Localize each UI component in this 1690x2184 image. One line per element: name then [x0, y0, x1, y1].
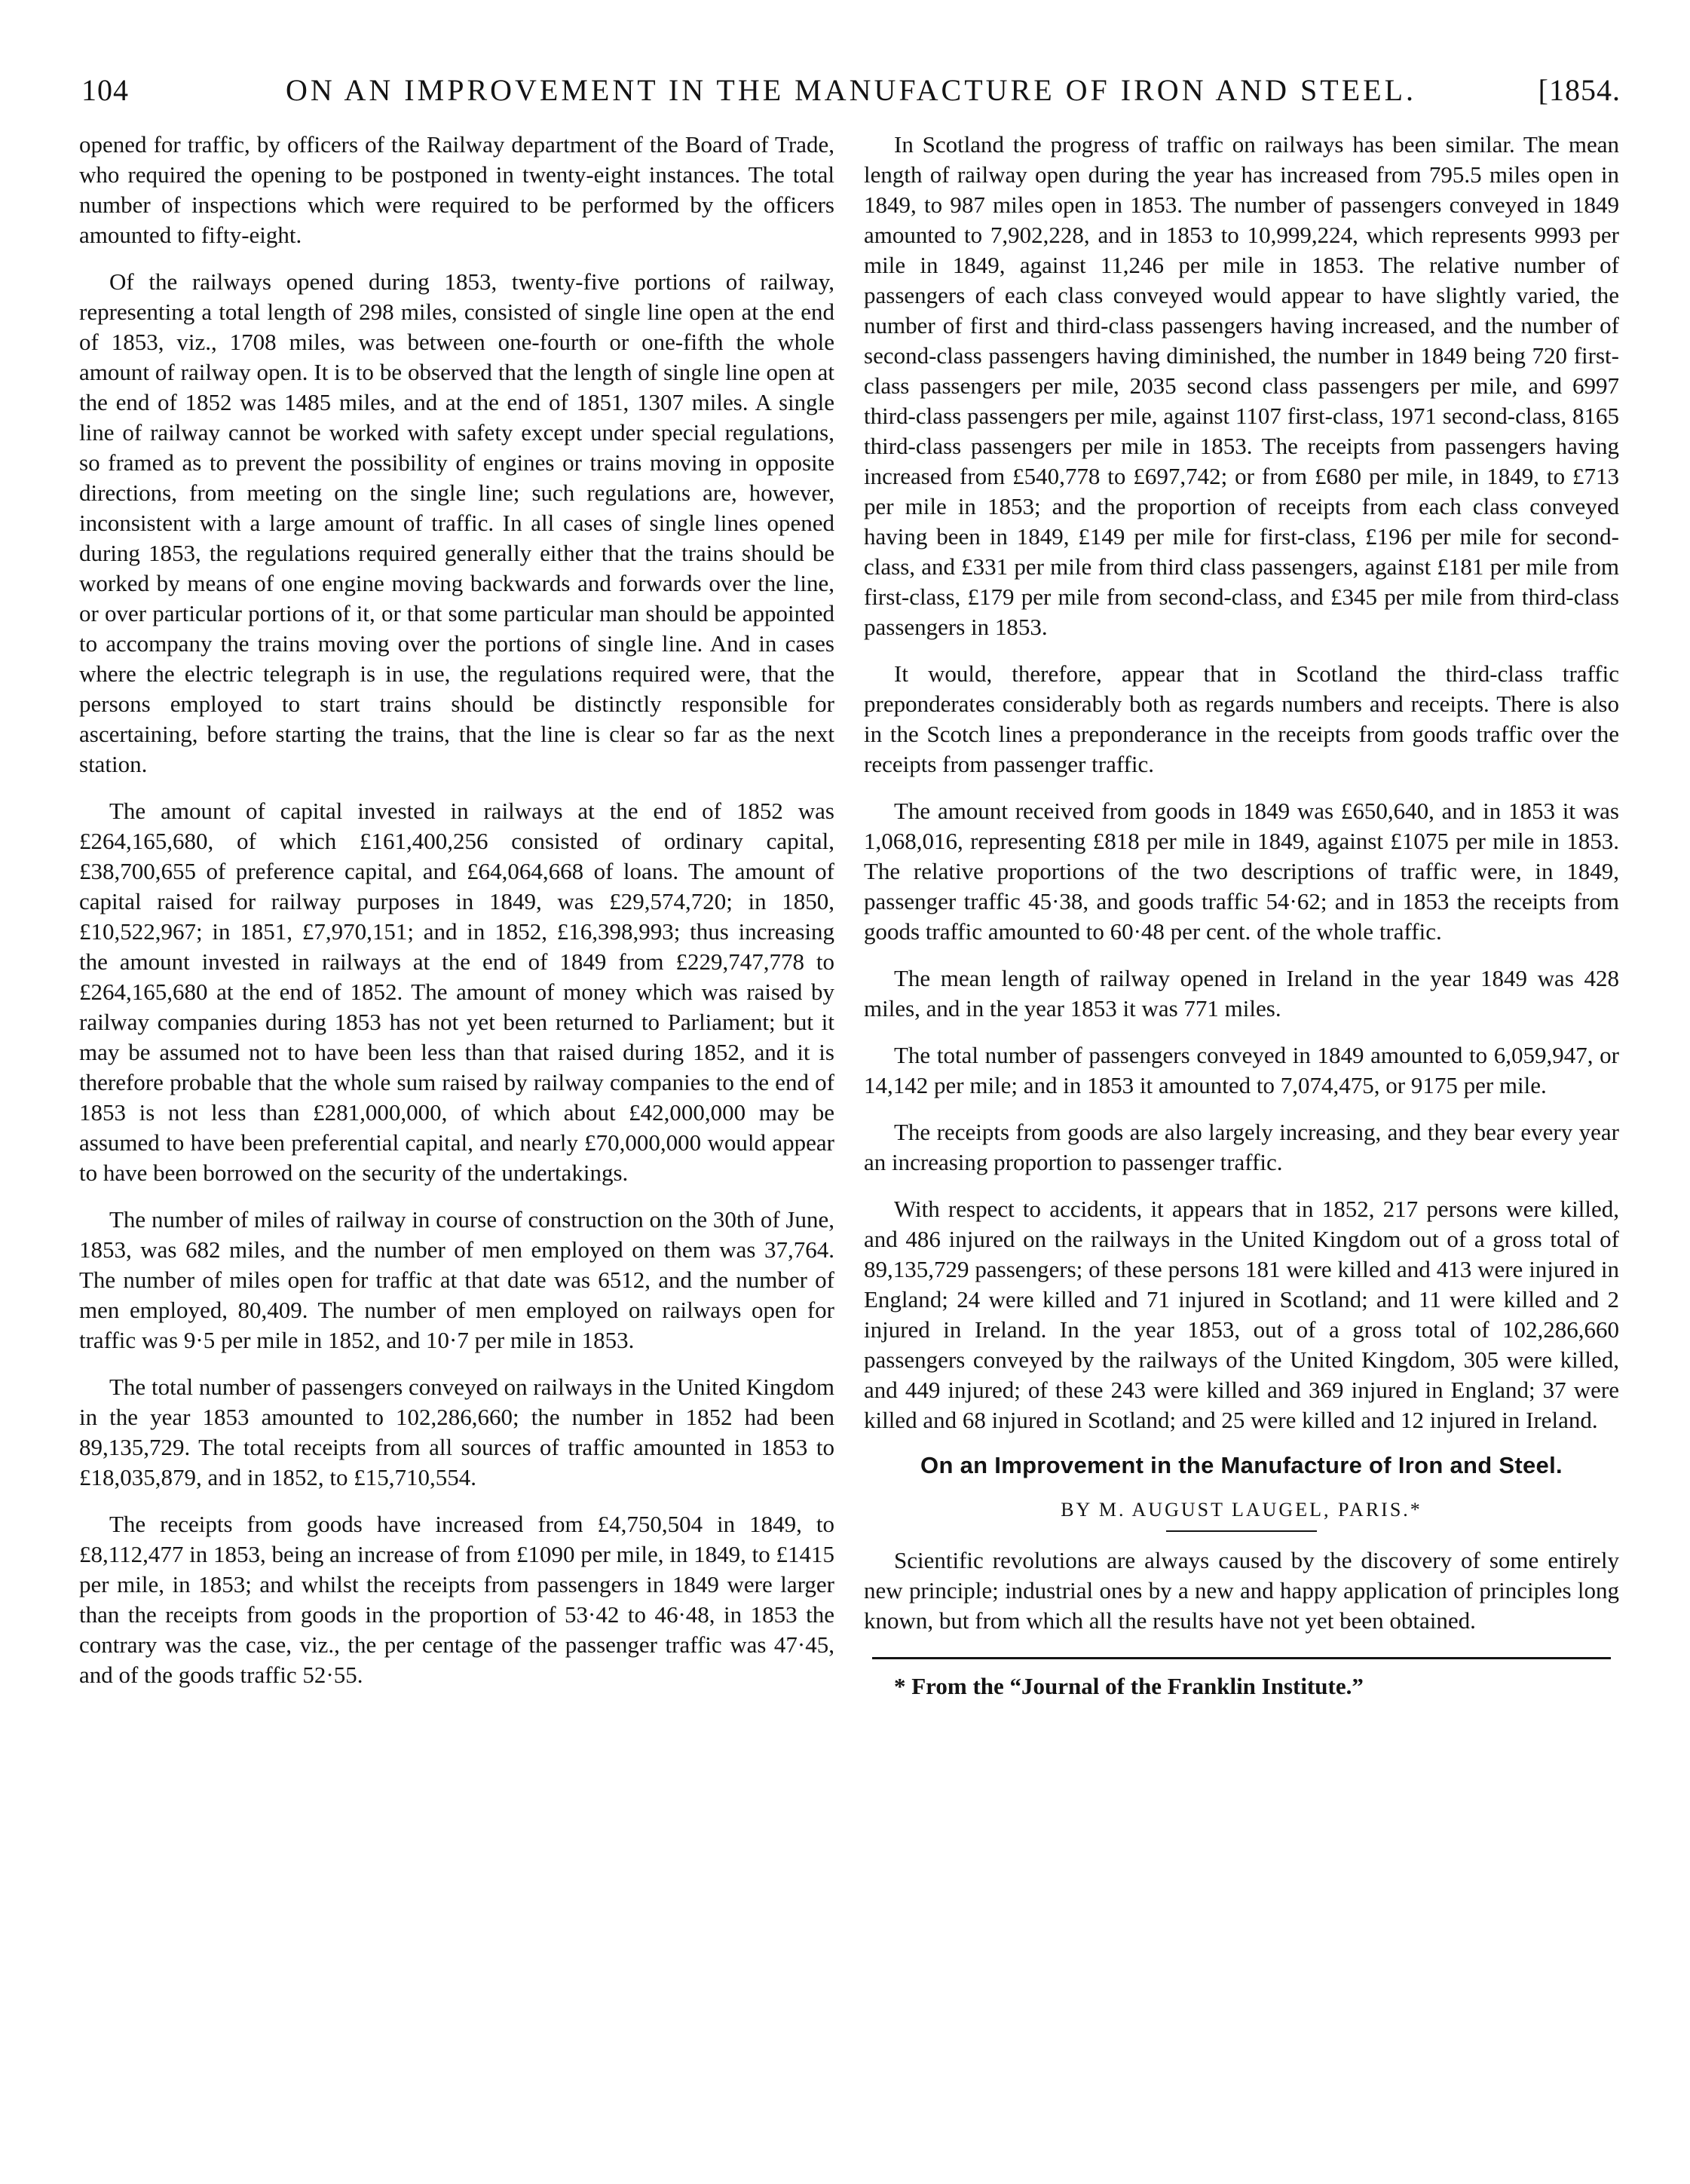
paragraph: The mean length of railway opened in Ireland in the year 1849 was 428 miles, and in the year 1853 it was 771 miles. — [864, 965, 1619, 1022]
paragraph: The receipts from goods have increased from £4,750,504 in 1849, to £8,112,477 in 1853, being an increase of from £1090 per mile, in 1849, to £1415 per mile, in 1853; and whilst the receipts from passengers in 1849 were larger than the receipts from goods in the proportion of 53·42 to 46·48, in 1853 the contrary was the case, viz., the per centage of the passenger traffic was 47·45, and of the goods traffic 52·55. — [79, 1511, 834, 1688]
left-column — [79, 130, 834, 2158]
paragraph: The total number of passengers conveyed in 1849 amounted to 6,059,947, or 14,142 per mile; and in 1853 it amounted to 7,074,475, or 9175 per mile. — [864, 1042, 1619, 1098]
paragraph: The total number of passengers conveyed on railways in the United Kingdom in the year 1853 amounted to 102,286,660; the number in 1852 had been 89,135,729. The total receipts from all sources of traffic amounted in 1853 to £18,035,879, and in 1852, to £15,710,554. — [79, 1374, 834, 1490]
paragraph: The receipts from goods are also largely increasing, and they bear every year an increasing proportion to passenger traffic. — [864, 1119, 1619, 1175]
footnote: * From the “Journal of the Franklin Institute.” — [894, 1673, 1364, 1699]
paragraph: In Scotland the progress of traffic on railways has been similar. The mean length of railway open during the year has increased from 795.5 miles open in 1849, to 987 miles open in 1853. The number of passengers conveyed in 1849 amounted to 7,902,228, and in 1853 to 10,999,224, which represents 9993 per mile in 1849, against 11,246 per mile in 1853. The relative number of passengers of each class conveyed would appear to have slightly varied, the number of first and third-class passengers having increased, and the number of second-class passengers having diminished, the number in 1849 being 720 first-class passengers per mile, 2035 second class passengers per mile, and 6997 third-class passengers per mile, against 1107 first-class, 1971 second-class, 8165 third-class passengers per mile in 1853. The receipts from passengers having increased from £540,778 to £697,742; or from £680 per mile, in 1849, to £713 per mile in 1853; and the proportion of receipts from each class conveyed having been in 1849, £149 per mile for first-class, £196 per mile for second-class, and £331 per mile from third class passengers, against £181 per mile from first-class, £179 per mile from second-class, and £345 per mile from third-class passengers in 1853. — [864, 131, 1619, 640]
running-header — [81, 72, 1621, 118]
running-title: ON AN IMPROVEMENT IN THE MANUFACTURE OF IRON AND STEEL. — [285, 73, 1417, 107]
article-byline: BY M. AUGUST LAUGEL, PARIS.* — [1061, 1499, 1422, 1521]
paragraph: opened for traffic, by officers of the Railway department of the Board of Trade, who required the opening to be postponed in twenty-eight instances. The total number of inspections which were required to be performed by the officers amounted to fifty-eight. — [79, 131, 834, 248]
page-number: 104 — [81, 73, 129, 107]
right-column — [864, 130, 1619, 2158]
paragraph: Of the railways opened during 1853, twenty-five portions of railway, representing a total length of 298 miles, consisted of single line open at the end of 1853, viz., 1708 miles, was between one-fourth or one-fifth the whole amount of railway open. It is to be observed that the length of single line open at the end of 1852 was 1485 miles, and at the end of 1851, 1307 miles. A single line of railway cannot be worked with safety except under special regulations, so framed as to prevent the possibility of engines or trains moving in opposite directions, from meeting on the single line; such regulations are, however, inconsistent with a large amount of traffic. In all cases of single lines opened during 1853, the regulations required generally either that the trains should be worked by means of one engine moving backwards and forwards over the line, or over particular portions of it, or that some particular man should be appointed to accompany the trains moving over the portions of single line. And in cases where the electric telegraph is in use, the regulations required were, that the persons employed to start trains should be distinctly responsible for ascertaining, before starting the trains, that the line is clear so far as the next station. — [79, 268, 834, 777]
paragraph: The amount received from goods in 1849 was £650,640, and in 1853 it was 1,068,016, representing £818 per mile in 1849, against £1075 per mile in 1853. The relative proportions of the two descriptions of traffic were, in 1849, passenger traffic 45·38, and goods traffic 54·62; and in 1853 the receipts from goods traffic amounted to 60·48 per cent. of the whole traffic. — [864, 798, 1619, 945]
paragraph: The number of miles of railway in course of construction on the 30th of June, 1853, was 682 miles, and the number of men employed on them was 37,764. The number of miles open for traffic at that date was 6512, and the number of men employed, 80,409. The number of men employed on railways open for traffic was 9·5 per mile in 1852, and 10·7 per mile in 1853. — [79, 1206, 834, 1353]
byline-divider — [1166, 1530, 1317, 1532]
article-paragraph: Scientific revolutions are always caused by the discovery of some entirely new principle; industrial ones by a new and happy application of principles long known, but from which all the results have not yet been obtained. — [864, 1547, 1619, 1634]
paragraph: With respect to accidents, it appears that in 1852, 217 persons were killed, and 486 injured on the railways in the United Kingdom out of a gross total of 89,135,729 passengers; of these persons 181 were killed and 413 were injured in England; 24 were killed and 71 injured in Scotland; and 11 were killed and 2 injured in Ireland. In the year 1853, out of a gross total of 102,286,660 passengers conveyed by the railways of the United Kingdom, 305 were killed, and 449 injured; of these 243 were killed and 369 injured in England; 37 were killed and 68 injured in Scotland; and 25 were killed and 12 injured in Ireland. — [864, 1196, 1619, 1433]
paragraph: It would, therefore, appear that in Scotland the third-class traffic preponderates considerably both as regards numbers and receipts. There is also in the Scotch lines a preponderance in the receipts from goods traffic over the receipts from passenger traffic. — [864, 660, 1619, 777]
header-year: [1854. — [1538, 73, 1621, 107]
paragraph: The amount of capital invested in railways at the end of 1852 was £264,165,680, of which £161,400,256 consisted of ordinary capital, £38,700,655 of preference capital, and £64,064,668 of loans. The amount of capital raised for railway purposes in 1849, was £29,574,720; in 1850, £10,522,967; in 1851, £7,970,151; and in 1852, £16,398,993; thus increasing the amount invested in railways at the end of 1849 from £229,747,778 to £264,165,680 at the end of 1852. The amount of money which was raised by railway companies during 1853 has not yet been returned to Parliament; but it may be assumed not to have been less than that raised during 1852, and it is therefore probable that the whole sum raised by railway companies to the end of 1853 is not less than £281,000,000, of which about £42,000,000 may be assumed to have been preferential capital, and nearly £70,000,000 would appear to have been borrowed on the security of the undertakings. — [79, 798, 834, 1186]
article-title: On an Improvement in the Manufacture of Iron and Steel. — [920, 1452, 1563, 1478]
footnote-divider — [872, 1657, 1611, 1659]
